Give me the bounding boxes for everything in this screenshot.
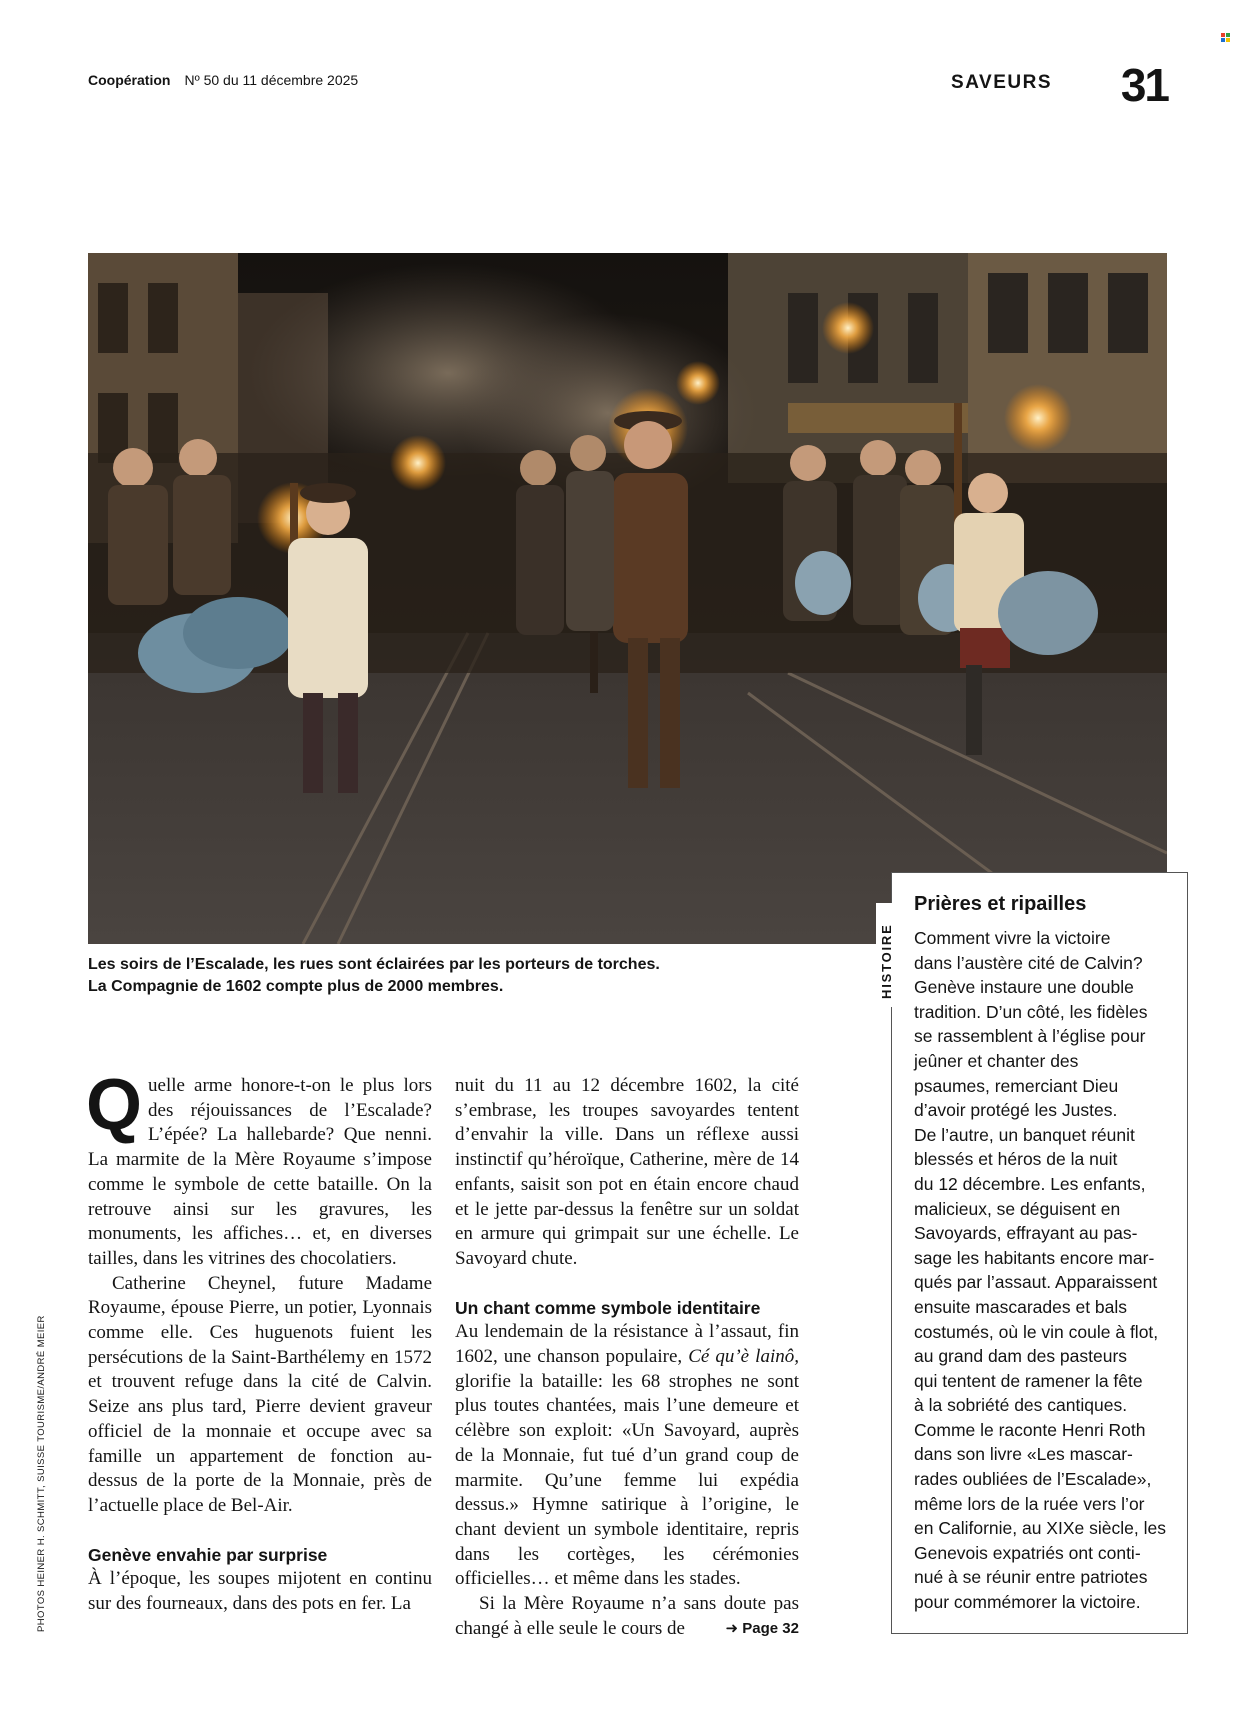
sidebar-line: se rassemblent à l’église pour	[914, 1026, 1146, 1047]
sidebar-line: au grand dam des pasteurs	[914, 1346, 1128, 1367]
sidebar-line: tradition. D’un côté, les fidèles	[914, 1001, 1148, 1022]
sidebar-line: ensuite mascarades et bals	[914, 1296, 1128, 1317]
sidebar-title: Prières et ripailles	[914, 893, 1087, 915]
paragraph-1: Quelle arme honore-t-on le plus lors des réjouissances de l’Escalade? L’épée? La hallebarde? Que nenni. La marmite de la Mère Royaume s’impose comme le symbole de cette bataille. On la retrouve ainsi sur les gravures, les monuments, les affiches… et, en diverses tailles, dans les vitrines des chocolatiers.	[86, 1065, 432, 1269]
sidebar-line: Comme le raconte Henri Roth	[914, 1419, 1146, 1440]
drop-cap: Q	[86, 1065, 143, 1145]
sidebar-line: qui tentent de ramener la fête	[914, 1370, 1143, 1391]
page-number: 31	[1120, 59, 1168, 111]
sidebar-line: blessés et héros de la nuit	[914, 1149, 1118, 1170]
subheading-2: Un chant comme symbole identitaire	[455, 1297, 761, 1318]
paragraph-3-continued: nuit du 11 au 12 décembre 1602, la cité s’embrase, les troupes savoyardes tentent d’envahir la ville. Dans un réflexe aussi instinctif qu’héroïque, Catherine, mère de 14 enfants, saisit son pot en étain encore chaud et le jette par-dessus la fenêtre sur un soldat en armure qui grimpait sur une échelle. Le Savoyard chute.	[455, 1075, 799, 1269]
sidebar-line: pour commémorer la victoire.	[914, 1592, 1141, 1613]
publication-name: Coopération	[88, 72, 171, 88]
sidebar-line: dans l’austère cité de Calvin?	[914, 952, 1143, 973]
paragraph-2: Catherine Cheynel, future Madame Royaume, épouse Pierre, un potier, Lyonnais comme elle. Ces huguenots fuient les persécutions de la Saint-Barthélemy en 1572 et trouvent refuge dans la cité de Calvin. Seize ans plus tard, Pierre devient graveur officiel de la monnaie et occupe avec sa famille un appartement de fonction au-dessus de la porte de la Monnaie, près de l’actuelle place de Bel-Air.	[88, 1272, 432, 1516]
photo-credit: PHOTOS HEINER H. SCHMITT, SUISSE TOURISME/ANDRÉ MEIER	[36, 1315, 47, 1632]
caption-line-1: Les soirs de l’Escalade, les rues sont éclairées par les porteurs de torches.	[88, 956, 660, 973]
paragraph-5: Si la Mère Royaume n’a sans doute pas changé à elle seule le cours de ➜ Page 32	[455, 1592, 799, 1641]
continued-link[interactable]: ➜ Page 32	[725, 1619, 799, 1637]
sidebar-line: en Californie, au XIXe siècle, les	[914, 1518, 1166, 1539]
sidebar-line: dans son livre «Les mascar-	[914, 1444, 1133, 1465]
sidebar-line: nué à se réunir entre patriotes	[914, 1567, 1148, 1588]
sidebar-line: malicieux, se déguisent en	[914, 1198, 1121, 1219]
sidebar-line: costumés, où le vin coule à flot,	[914, 1321, 1159, 1342]
sidebar-line: rades oubliées de l’Escalade»,	[914, 1469, 1152, 1490]
sidebar-line: Comment vivre la victoire	[914, 928, 1111, 948]
photo-caption	[88, 954, 788, 998]
sidebar-line: qués par l’assaut. Apparaissent	[914, 1272, 1158, 1293]
sidebar-line: Genève instaure une double	[914, 977, 1134, 998]
issue-info: Nº 50 du 11 décembre 2025	[184, 72, 359, 88]
sidebar-line: du 12 décembre. Les enfants,	[914, 1173, 1146, 1194]
sidebar-line: jeûner et chanter des	[914, 1050, 1079, 1071]
sidebar-line: De l’autre, un banquet réunit	[914, 1124, 1135, 1145]
masthead	[88, 72, 358, 88]
sidebar-line: à la sobriété des cantiques.	[914, 1395, 1128, 1416]
sidebar-line: sage les habitants encore mar-	[914, 1247, 1155, 1268]
sidebar-line: Savoyards, effrayant au pas-	[914, 1223, 1138, 1244]
sidebar-line: psaumes, remerciant Dieu	[914, 1075, 1119, 1096]
sidebar-line: d’avoir protégé les Justes.	[914, 1100, 1118, 1121]
paragraph-3: À l’époque, les soupes mijotent en continu sur des fourneaux, dans des pots en fer. La	[88, 1568, 432, 1615]
subheading-1: Genève envahie par surprise	[88, 1544, 328, 1565]
sidebar-line: Genevois expatriés ont conti-	[914, 1542, 1141, 1563]
history-sidebar	[879, 872, 1188, 1634]
caption-line-2: La Compagnie de 1602 compte plus de 2000 membres.	[88, 978, 504, 995]
procession-photo	[88, 253, 1167, 944]
sidebar-line: même lors de la ruée vers l’or	[914, 1493, 1145, 1514]
article-column-1	[86, 1065, 432, 1617]
paragraph-4: Au lendemain de la résistance à l’assaut, fin 1602, une chanson populaire, Cé qu’è lainô, glorifie la bataille: les 68 strophes ne sont plus toutes chantées, mais l’une demeure et célèbre son exploit: «Un Savoyard, auprès de la Monnaie, fut tué d’un grand coup de marmite. Qu’une femme lui expédia dessus.» Hymne satirique à l’origine, le chant devient un symbole identitaire, repris dans les cortèges, les cérémonies officielles… et même dans les stades.	[455, 1321, 799, 1590]
section-label: SAVEURS	[951, 72, 1052, 93]
article-column-2	[455, 1074, 799, 1641]
sidebar-tag: HISTOIRE	[876, 903, 900, 1007]
print-color-marks	[1221, 33, 1230, 42]
song-title: Cé qu’è lainô,	[688, 1346, 799, 1368]
sidebar-body	[914, 926, 1176, 1615]
